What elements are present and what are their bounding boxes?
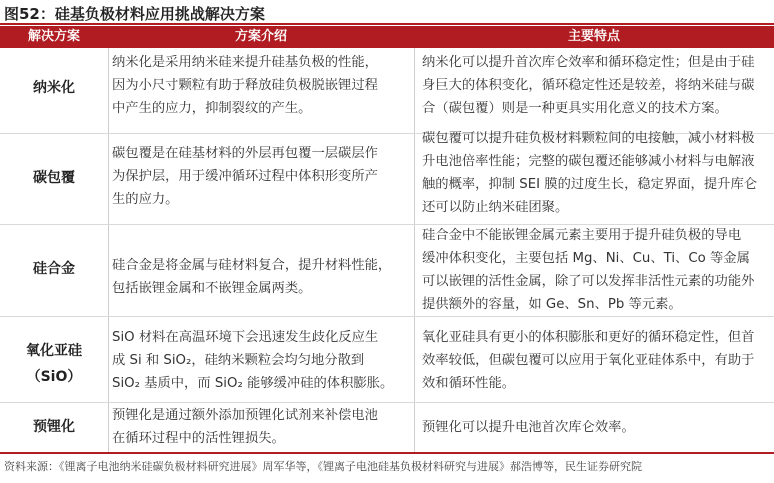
intro-text <box>112 404 412 450</box>
text-line: 合（碳包覆）则是一种更具实用化意义的技术方案。 <box>422 101 728 116</box>
solution-name-line: （SiO） <box>26 369 82 385</box>
text-line: 因为小尺寸颗粒有助于释放硅负极脱嵌锂过程 <box>112 78 378 93</box>
intro-text <box>112 51 412 120</box>
solution-name <box>0 338 108 390</box>
text-line: 包括嵌锂金属和不嵌锂金属两类。 <box>112 281 312 296</box>
feature-text <box>422 127 774 219</box>
column-divider <box>414 48 415 453</box>
intro-text <box>112 326 412 395</box>
text-line: 氧化亚硅具有更小的体积膨胀和更好的循环稳定性，但首 <box>422 330 755 345</box>
text-line: 碳包覆是在硅基材料的外层再包覆一层碳层作 <box>112 146 378 161</box>
top-rule <box>0 23 774 25</box>
text-line: 升电池倍率性能；完整的碳包覆还能够减小材料与电解液 <box>422 154 755 169</box>
solution-name: 预锂化 <box>33 419 75 435</box>
text-line: 中产生的应力，抑制裂纹的产生。 <box>112 101 312 116</box>
table-header <box>0 26 774 48</box>
text-line: 硅合金中不能嵌锂金属元素主要用于提升硅负极的导电 <box>422 228 742 243</box>
row-divider <box>0 402 774 403</box>
text-line: 效率较低，但碳包覆可以应用于氧化亚硅体系中，有助于 <box>422 353 755 368</box>
header-solution: 解决方案 <box>27 29 80 44</box>
text-line: 碳包覆可以提升硅负极材料颗粒间的电接触，减小材料极 <box>422 131 755 146</box>
text-line: 纳米化可以提升首次库仑效率和循环稳定性；但是由于硅 <box>422 55 755 70</box>
header-intro: 方案介绍 <box>234 29 287 44</box>
text-line: 成 Si 和 SiO₂，硅纳米颗粒会均匀地分散到 <box>112 353 365 368</box>
text-line: 触的概率，抑制 SEI 膜的过度生长，稳定界面，提升库仑 <box>422 177 758 192</box>
intro-text <box>112 142 412 211</box>
solution-name-line: 氧化亚硅 <box>26 343 82 359</box>
solution-name: 硅合金 <box>33 261 75 277</box>
bottom-rule <box>0 452 774 454</box>
feature-text <box>422 416 774 439</box>
feature-text <box>422 224 774 316</box>
text-line: 缓冲体积变化，主要包括 Mg、Ni、Cu、Ti、Co 等金属 <box>422 251 750 266</box>
text-line: 生的应力。 <box>112 192 179 207</box>
text-line: 为保护层，用于缓冲循环过程中体积形变所产 <box>112 169 378 184</box>
column-divider <box>108 48 109 453</box>
solution-name: 纳米化 <box>33 80 75 96</box>
text-line: 可以嵌锂的活性金属，除了可以发挥非活性元素的功能外 <box>422 274 755 289</box>
figure-title: 图52：硅基负极材料应用挑战解决方案 <box>4 5 265 23</box>
text-line: 在循环过程中的活性锂损失。 <box>112 431 285 446</box>
text-line: 效和循环性能。 <box>422 376 516 391</box>
text-line: 还可以防止纳米硅团聚。 <box>422 200 569 215</box>
row-divider <box>0 316 774 317</box>
text-line: SiO₂ 基质中，而 SiO₂ 能够缓冲硅的体积膨胀。 <box>112 376 394 391</box>
intro-text <box>112 254 412 300</box>
text-line: 硅合金是将金属与硅材料复合，提升材料性能， <box>112 258 392 273</box>
source-note: 资料来源：《锂离子电池纳米硅碳负极材料研究进展》周军华等，《锂离子电池硅基负极材料研究与进展》郝浩博等，民生证券研究院 <box>4 460 642 473</box>
text-line: 预锂化是通过额外添加预锂化试剂来补偿电池 <box>112 408 378 423</box>
text-line: 纳米化是采用纳米硅来提升硅基负极的性能， <box>112 55 378 70</box>
header-features: 主要特点 <box>567 29 620 44</box>
feature-text <box>422 326 774 395</box>
text-line: 预锂化可以提升电池首次库仑效率。 <box>422 420 635 435</box>
feature-text <box>422 51 774 120</box>
text-line: SiO 材料在高温环境下会迅速发生歧化反应生 <box>112 330 379 345</box>
text-line: 身巨大的体积变化，循环稳定性还是较差，将纳米硅与碳 <box>422 78 755 93</box>
solution-name: 碳包覆 <box>33 170 75 186</box>
text-line: 提供额外的容量，如 Ge、Sn、Pb 等元素。 <box>422 297 682 312</box>
